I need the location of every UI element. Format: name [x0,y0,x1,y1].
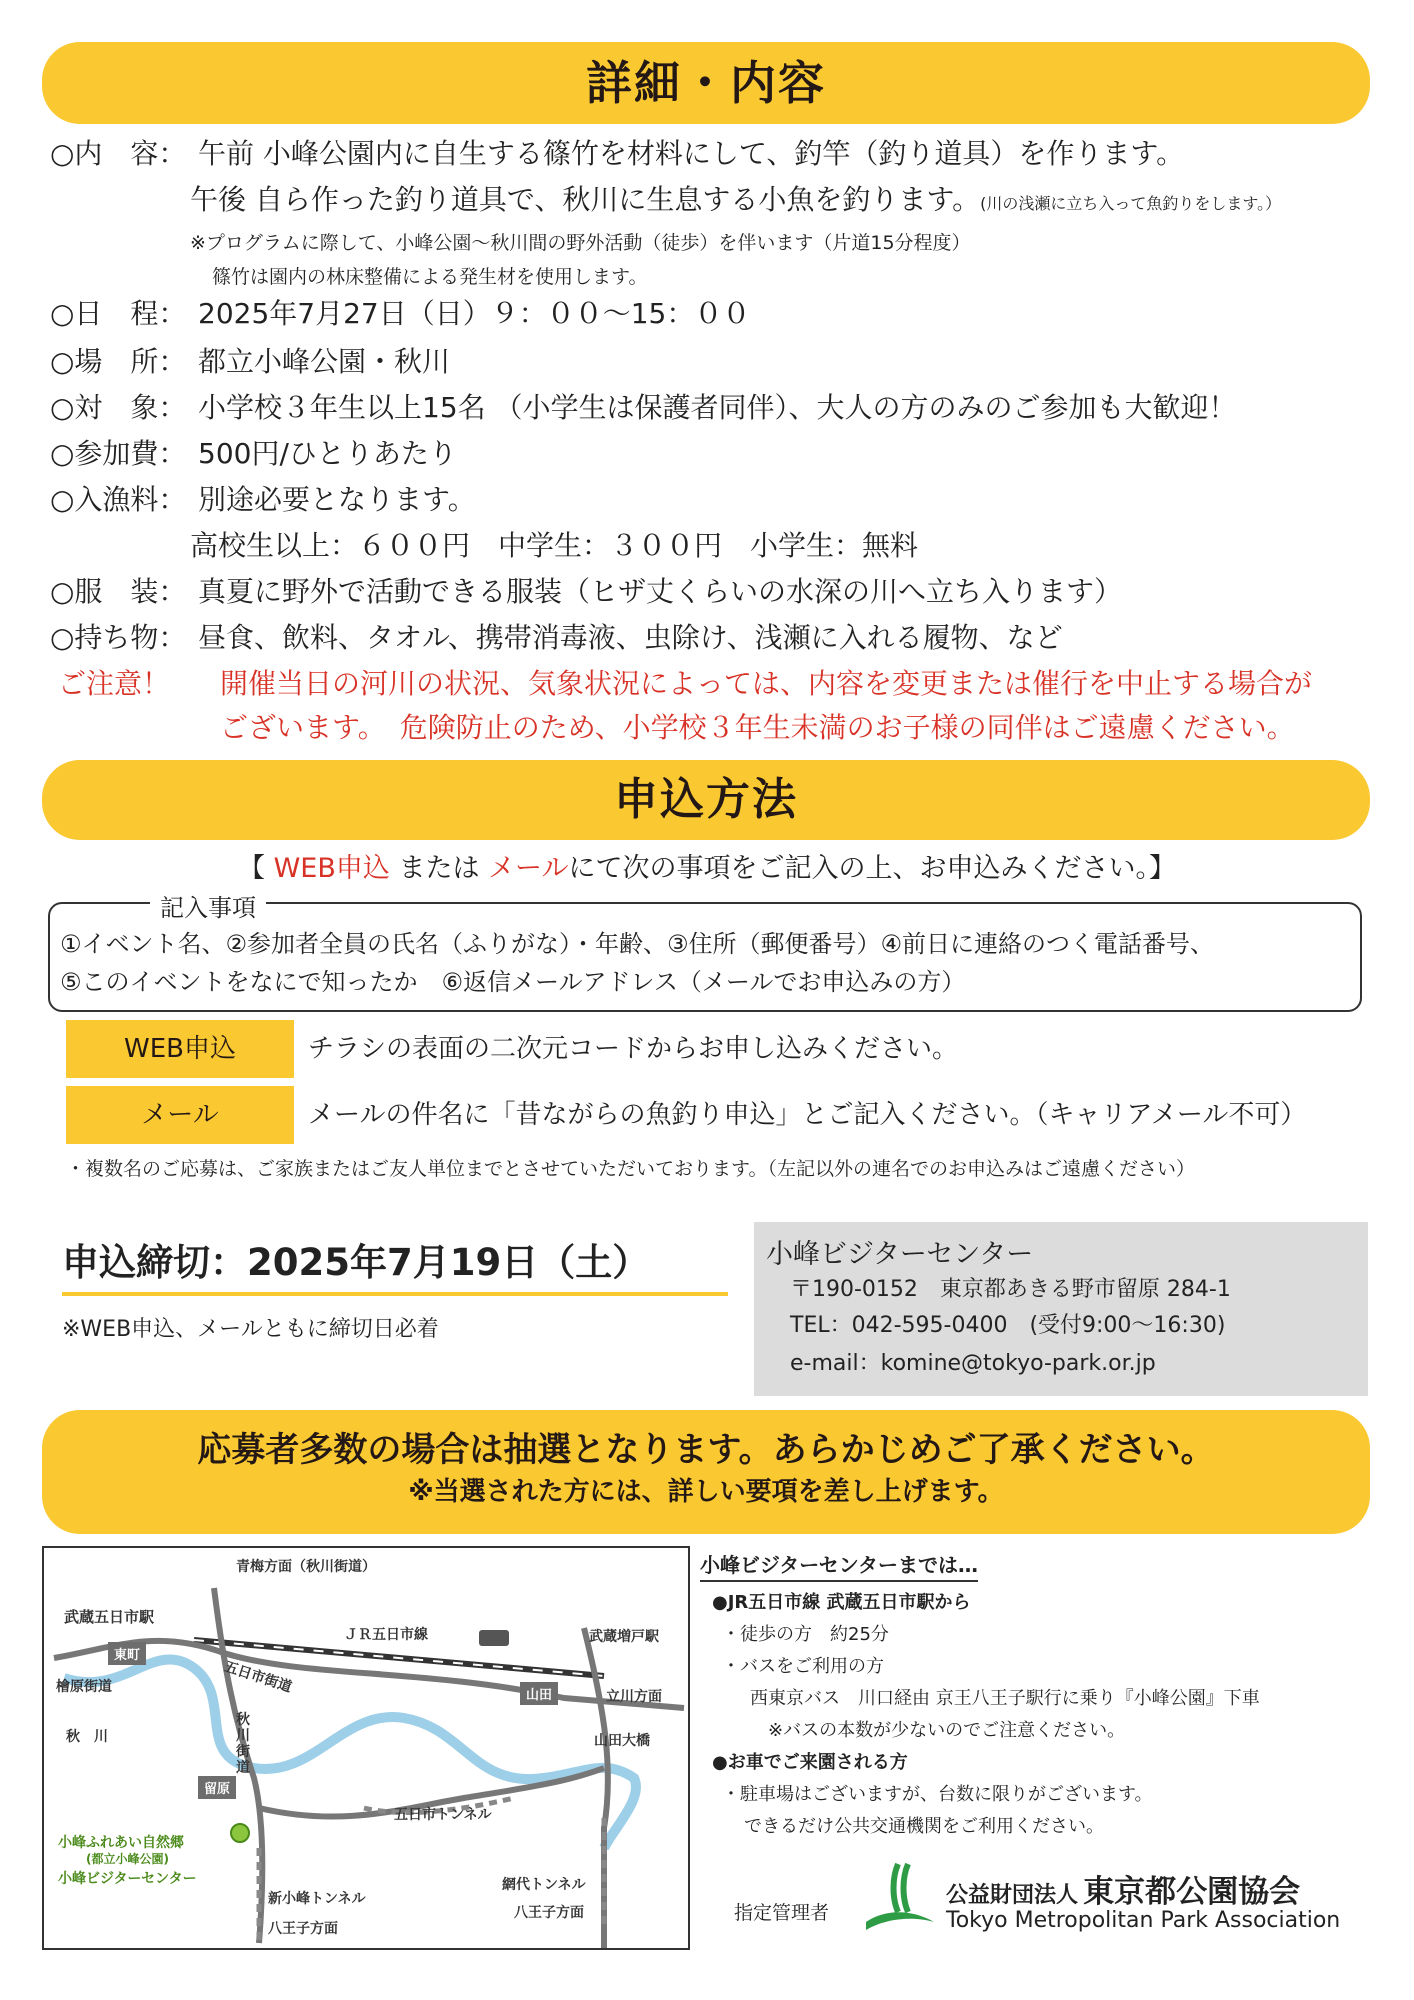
access-jr-head: ●JR五日市線 武蔵五日市駅から [712,1592,971,1613]
map-label-komine-vc: 小峰ビジターセンター [58,1871,197,1887]
apply-intro-web: WEB申込 [273,853,390,884]
map-label-hachioji2: 八王子方面 [514,1905,584,1921]
naiyou-line1: 午前 小峰公園内に自生する篠竹を材料にして、釣竿（釣り道具）を作ります。 [198,137,1185,170]
org-name-row [946,1866,1300,1911]
lottery-line1: 応募者多数の場合は抽選となります。あらかじめご了承ください。 [197,1430,1215,1470]
map-label-akigawa-kaido: 秋川街道 [236,1712,250,1776]
map-label-musashi-itsukaichi: 武蔵五日市駅 [64,1608,155,1626]
deadline-note: ※WEB申込、メールともに締切日必着 [62,1317,439,1342]
naiyou-note2: 篠竹は園内の林床整備による発生材を使用します。 [212,266,648,288]
fukusou-row [50,572,1122,612]
nittei-row [50,294,750,334]
web-text: チラシの表面の二次元コードからお申し込みください。 [308,1034,959,1064]
nyuugyo-value: 別途必要となります。 [198,483,476,516]
map-label-musashi-masuko: 武蔵増戸駅 [589,1629,659,1645]
web-tag: WEB申込 [66,1020,294,1078]
items-line1: ①イベント名、②参加者全員の氏名（ふりがな）・年齢、③住所（郵便番号）④前日に連絡のつく電話番号、 [60,930,1215,958]
naiyou-line2: 午後 自ら作った釣り道具で、秋川に生息する小魚を釣ります。 [190,183,981,216]
taishou-label: ○対 象： [50,391,187,424]
items-line2: ⑤このイベントをなにで知ったか ⑥返信メールアドレス（メールでお申込みの方） [60,968,966,996]
map-label-tachikawa: 立川方面 [606,1689,662,1705]
map-label-amijiro-tunnel: 網代トンネル [502,1877,586,1893]
map-label-jr-line: ＪＲ五日市線 [344,1627,428,1643]
map-label-hinohara-kaido: 檜原街道 [56,1679,112,1695]
apply-intro-open: 【 [237,853,274,884]
access-bus-note: ※バスの本数が少ないのでご注意ください。 [768,1720,1126,1741]
contact-tel: TEL：042-595-0400 (受付9:00～16:30) [790,1313,1226,1338]
multi-note: ・複数名のご応募は、ご家族またはご友人単位までとさせていただいております。（左記以外の連名でのお申込みはご遠慮ください） [66,1158,1195,1180]
mochimono-row [50,618,1063,658]
fukusou-value: 真夏に野外で活動できる服装（ヒザ丈くらいの水深の川へ立ち入ります） [198,575,1123,608]
naiyou-note1: ※プログラムに際して、小峰公園～秋川間の野外活動（徒歩）を伴います（片道15分程度） [190,232,971,254]
naiyou-row [50,134,1184,174]
caution-label: ご注意！ [58,667,171,700]
access-car-head: ●お車でご来園される方 [712,1752,908,1773]
map-label-itsukaichi-tunnel: 五日市トンネル [394,1807,492,1823]
map-label-hachioji1: 八王子方面 [268,1921,338,1937]
basho-row [50,342,450,382]
mochimono-value: 昼食、飲料、タオル、携帯消毒液、虫除け、浅瀬に入れる履物、など [198,621,1063,654]
map-label-yamada: 山田 [520,1682,558,1705]
caution-line1: 開催当日の河川の状況、気象状況によっては、内容を変更または催行を中止する場合が [220,667,1313,700]
contact-box [754,1222,1368,1396]
taishou-row [50,388,1237,428]
park-marker [231,1824,249,1842]
deadline: 申込締切：2025年7月19日（土） [62,1232,728,1296]
access-parking: ・駐車場はございますが、台数に限りがございます。 [722,1784,1153,1805]
access-map [42,1546,690,1950]
map-label-ome: 青梅方面（秋川街道） [236,1559,376,1575]
org-name: 東京都公園協会 [1083,1874,1301,1910]
items-label: 記入事項 [150,888,266,923]
map-label-yamada-oohashi: 山田大橋 [594,1733,650,1749]
apply-header: 申込方法 [42,760,1370,840]
apply-intro [0,846,1414,885]
nyuugyo-row [50,480,476,520]
basho-value: 都立小峰公園・秋川 [198,345,451,378]
nittei-value: 2025年7月27日（日）９：００～15：００ [198,297,751,330]
apply-intro-mail: メール [488,853,569,884]
lottery-banner [42,1410,1370,1534]
map-label-shin-komine-tunnel: 新小峰トンネル [268,1891,366,1907]
mail-tag: メール [66,1086,294,1144]
contact-name: 小峰ビジターセンター [766,1239,1034,1270]
naiyou-line2-small: (川の浅瀬に立ち入って魚釣りをします。） [980,194,1282,213]
basho-label: ○場 所： [50,345,187,378]
map-label-komine-nature1: 小峰ふれあい自然郷 [58,1835,184,1851]
org-name-en: Tokyo Metropolitan Park Association [946,1908,1341,1933]
nyuugyo-label: ○入漁料： [50,483,187,516]
naiyou-line2-row [190,180,1281,224]
nyuugyo-detail: 高校生以上：６００円 中学生：３００円 小学生：無料 [190,529,919,562]
mail-text: メールの件名に「昔ながらの魚釣り申込」とご記入ください。（キャリアメール不可） [308,1100,1307,1130]
details-header: 詳細・内容 [42,42,1370,124]
access-public: できるだけ公共交通機関をご利用ください。 [744,1816,1104,1837]
access-bus: ・バスをご利用の方 [722,1656,884,1677]
access-title: 小峰ビジターセンターまでは… [700,1552,978,1582]
nittei-label: ○日 程： [50,297,187,330]
map-label-higashimachi: 東町 [108,1642,146,1665]
apply-intro-rest: にて次の事項をご記入の上、お申込みください。】 [568,853,1176,884]
train-icon [479,1630,509,1646]
taishou-value: 小学校３年生以上15名 （小学生は保護者同伴）、大人の方のみのご参加も大歓迎！ [198,391,1237,424]
map-label-komine-nature2: (都立小峰公園) [86,1852,169,1866]
park-association-logo-icon [862,1858,938,1938]
lottery-line2: ※当選された方には、詳しい要項を差し上げます。 [408,1477,1004,1507]
manager-label: 指定管理者 [734,1902,830,1924]
sankahi-row [50,434,457,474]
apply-intro-mid: または [389,853,489,884]
sankahi-label: ○参加費： [50,437,187,470]
mochimono-label: ○持ち物： [50,621,187,654]
access-bus-detail: 西東京バス 川口経由 京王八王子駅行に乗り『小峰公園』下車 [750,1688,1260,1709]
map-label-tomehara: 留原 [198,1776,236,1799]
naiyou-label: ○内 容： [50,137,187,170]
map-label-akigawa: 秋 川 [66,1729,108,1745]
access-walk: ・徒歩の方 約25分 [722,1624,889,1645]
fukusou-label: ○服 装： [50,575,187,608]
caution-line2: ございます。 危険防止のため、小学校３年生未満のお子様の同伴はご遠慮ください。 [220,711,1295,744]
org-prefix: 公益財団法人 [946,1883,1079,1908]
contact-email[interactable]: e-mail：komine@tokyo-park.or.jp [790,1351,1156,1376]
map-label-itsukaichi-kaido: 五日市街道 [222,1658,294,1696]
sankahi-value: 500円/ひとりあたり [198,437,457,470]
contact-address: 〒190-0152 東京都あきる野市留原 284-1 [790,1277,1231,1302]
